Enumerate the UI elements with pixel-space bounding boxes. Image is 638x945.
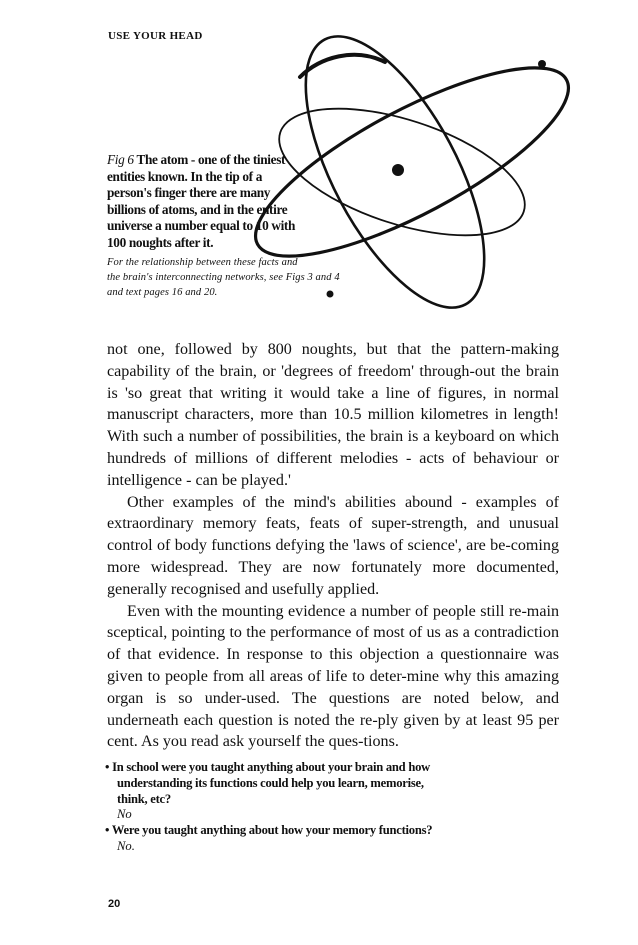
paragraph: Other examples of the mind's abilities abound - examples of extraordinary memory feats, feats of super-strength, and unusual control of body functions defying the 'laws of science', are be-coming more widespread. They are now fortunately more documented, generally recognised and usefully applied. xyxy=(107,493,559,598)
atom-orbit-stroke xyxy=(300,55,385,77)
question-text xyxy=(105,823,545,839)
bullet: • xyxy=(105,760,110,774)
question-line: understanding its functions could help you learn, memorise, xyxy=(117,775,424,790)
figure-caption xyxy=(107,152,407,300)
figure-label: Fig 6 xyxy=(107,152,134,167)
caption-line: billions of atoms, and in the entire xyxy=(107,201,288,217)
caption-line: 100 noughts after it. xyxy=(107,234,214,250)
paragraph: not one, followed by 800 noughts, but that the pattern-making capability of the brain, or 'degrees of freedom' through-out the brain is 'so great that writing it would take a line of figures, in normal manuscript characters, more than 10.5 million kilometres in length! With such a number of possibilities, the brain is a keyboard on which hundreds of millions of different melodies - acts of behaviour or intelligence - can be played.' xyxy=(107,341,559,489)
question-line: In school were you taught anything about your brain and how xyxy=(112,760,430,774)
answer-text: No xyxy=(117,807,132,822)
caption-note xyxy=(107,255,407,300)
running-header: USE YOUR HEAD xyxy=(108,30,203,42)
bullet: • xyxy=(105,823,110,838)
body-text xyxy=(107,339,559,753)
caption-line: entities known. In the tip of a xyxy=(107,168,263,184)
caption-note-line: the brain's interconnecting networks, see Figs 3 and 4 xyxy=(107,271,340,283)
question-line: think, etc? xyxy=(117,791,171,806)
paragraph: Even with the mounting evidence a number of people still re-main sceptical, pointing to the performance of most of us as a contradiction of that evidence. In response to this objection a questionnaire was given to people from all areas of life to deter-mine why this amazing organ is so under-used. The questions are noted below, and underneath each question is noted the re-ply given by at least 95 per cent. As you read ask yourself the ques-tions. xyxy=(107,602,559,751)
caption-line: person's finger there are many xyxy=(107,185,271,201)
caption-note-line: For the relationship between these facts and xyxy=(107,256,298,268)
caption-line: universe a number equal to 10 with xyxy=(107,218,296,234)
question-line: Were you taught anything about how your memory functions? xyxy=(111,823,433,838)
caption-note-line: and text pages 16 and 20. xyxy=(107,286,218,298)
question-item xyxy=(105,760,545,823)
caption-line: The atom - one of the tiniest xyxy=(136,152,286,167)
question-item xyxy=(105,823,545,855)
caption-bold xyxy=(107,152,407,252)
answer-text: No. xyxy=(117,838,135,853)
questionnaire-list xyxy=(105,760,545,855)
page-number: 20 xyxy=(108,898,121,910)
atom-electron-1 xyxy=(538,60,546,68)
question-text xyxy=(105,760,545,807)
